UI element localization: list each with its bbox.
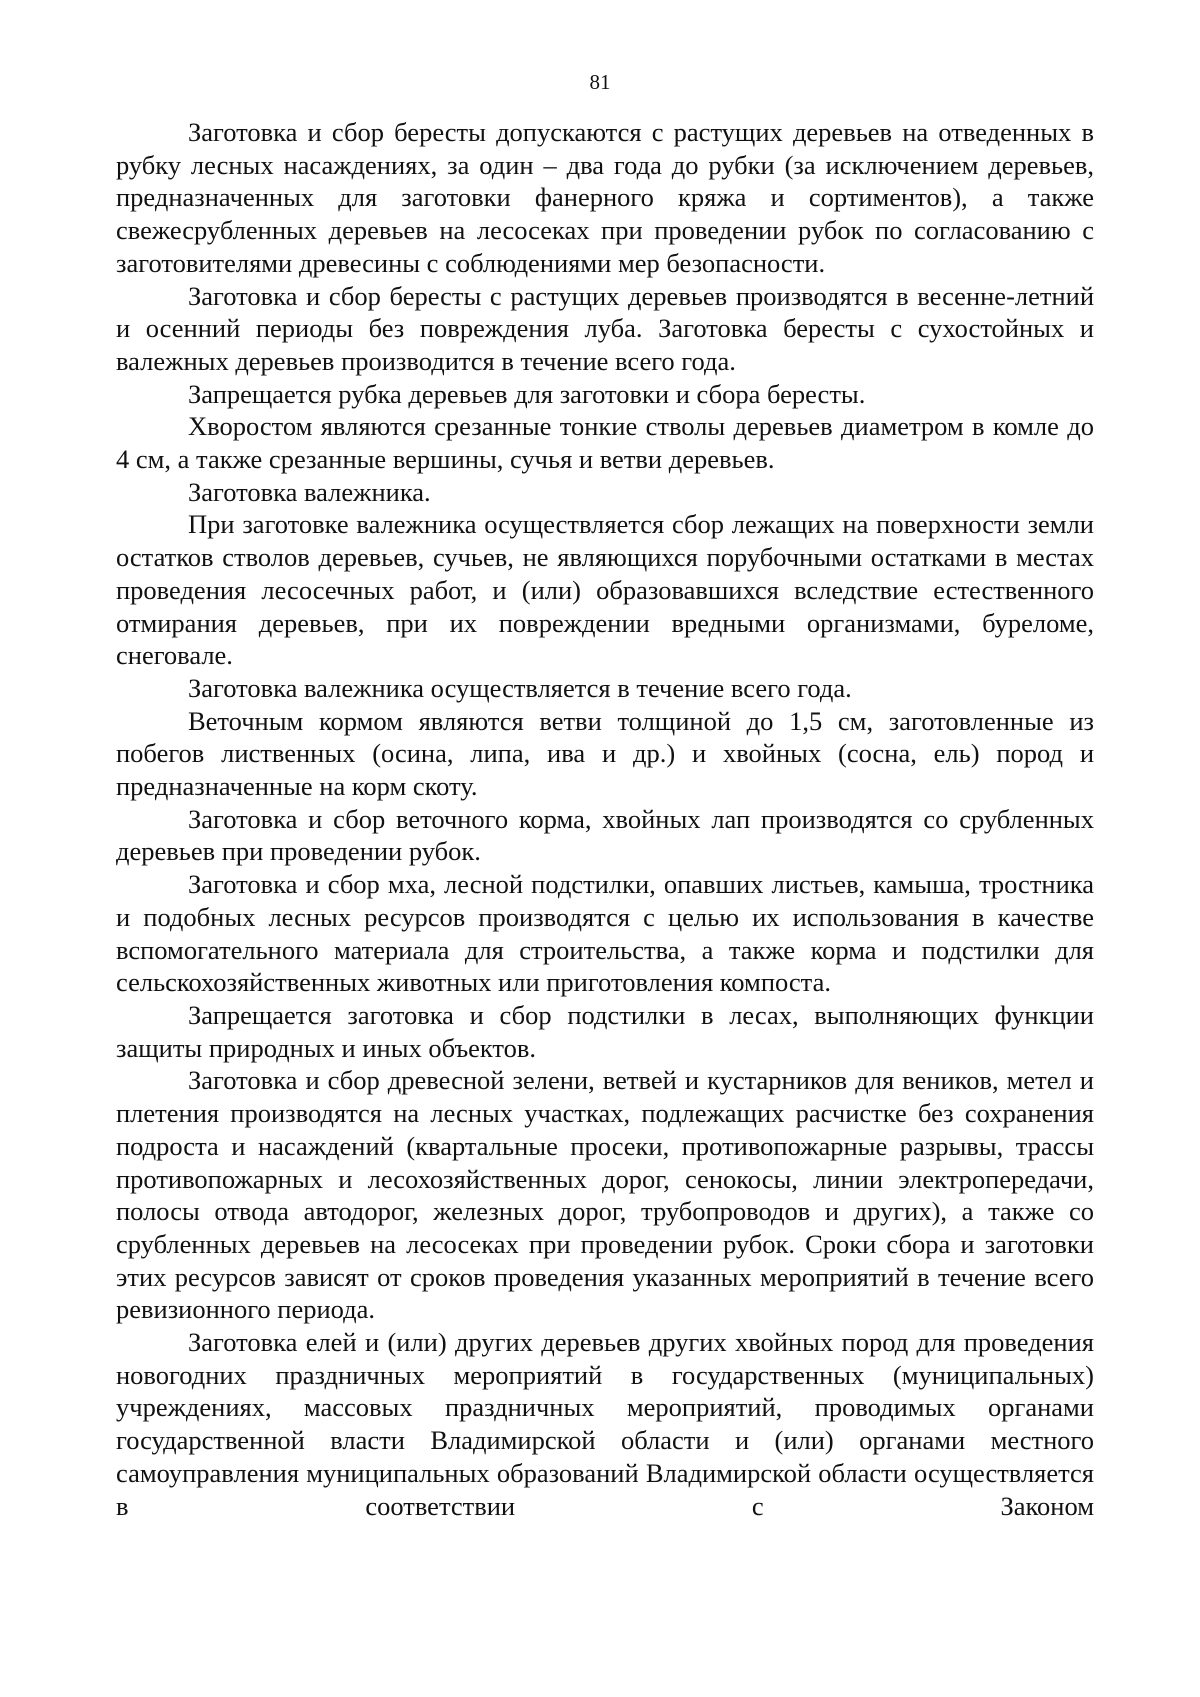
paragraph: Заготовка и сбор древесной зелени, ветвей и кустарников для веников, метел и плетения производятся на лесных участках, подлежащих расчистке без сохранения подроста и насаждений (квартальные просеки, противопожарные разрывы, трассы противопожарных и лесохозяйственных дорог, сенокосы, линии электропередачи, полосы отвода автодорог, железных дорог, трубопроводов и других), а также со срубленных деревьев на лесосеках при проведении рубок. Сроки сбора и заготовки этих ресурсов зависят от сроков проведения указанных мероприятий в течение всего ревизионного периода. <box>116 1065 1094 1325</box>
document-body <box>116 116 1094 1522</box>
paragraph: Запрещается заготовка и сбор подстилки в лесах, выполняющих функции защиты природных и иных объектов. <box>116 999 1094 1063</box>
paragraph-continued: Заготовка елей и (или) других деревьев других хвойных пород для проведения новогодних праздничных мероприятий в государственных (муниципальных) учреждениях, массовых праздничных мероприятий, проводимых органами государственной власти Владимирской области и (или) органами местного самоуправления муниципальных образований Владимирской области осуществляется в соответствии с Законом <box>116 1327 1094 1521</box>
paragraph: Заготовка валежника. <box>188 476 431 507</box>
paragraph: Заготовка и сбор мха, лесной подстилки, опавших листьев, камыша, тростника и подобных лесных ресурсов производятся с целью их использования в качестве вспомогательного материала для строительства, а также корма и подстилки для сельскохозяйственных животных или приготовления компоста. <box>116 869 1094 998</box>
paragraph: При заготовке валежника осуществляется сбор лежащих на поверхности земли остатков стволов деревьев, сучьев, не являющихся порубочными остатками в местах проведения лесосечных работ, и (или) образовавшихся вследствие естественного отмирания деревьев, при их повреждении вредными организмами, буреломе, снеговале. <box>116 509 1094 671</box>
paragraph: Заготовка и сбор веточного корма, хвойных лап производятся со срубленных деревьев при проведении рубок. <box>116 803 1094 867</box>
paragraph: Запрещается рубка деревьев для заготовки и сбора бересты. <box>188 378 866 409</box>
paragraph: Заготовка валежника осуществляется в течение всего года. <box>188 672 852 703</box>
paragraph: Заготовка и сбор бересты с растущих деревьев производятся в весенне-летний и осенний периоды без повреждения луба. Заготовка бересты с сухостойных и валежных деревьев производится в течение всего года. <box>116 280 1094 376</box>
paragraph: Веточным кормом являются ветви толщиной до 1,5 см, заготовленные из побегов лиственных (осина, липа, ива и др.) и хвойных (сосна, ель) пород и предназначенные на корм скоту. <box>116 705 1094 802</box>
page-number: 81 <box>589 70 611 94</box>
paragraph: Хворостом являются срезанные тонкие стволы деревьев диаметром в комле до 4 см, а также срезанные вершины, сучья и ветви деревьев. <box>116 411 1094 475</box>
paragraph: Заготовка и сбор бересты допускаются с растущих деревьев на отведенных в рубку лесных насаждениях, за один – два года до рубки (за исключением деревьев, предназначенных для заготовки фанерного кряжа и сортиментов), а также свежесрубленных деревьев на лесосеках при проведении рубок по согласованию с заготовителями древесины с соблюдениями мер безопасности. <box>116 117 1094 278</box>
